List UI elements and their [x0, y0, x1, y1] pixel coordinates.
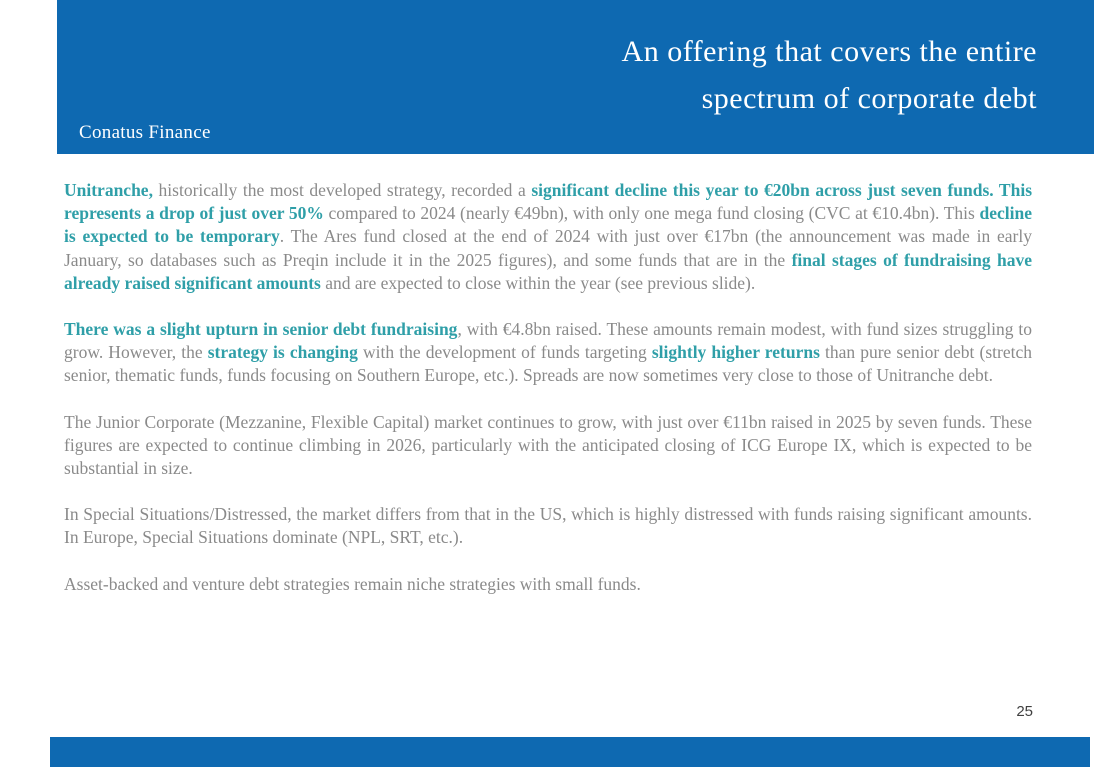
accent-text: Unitranche,	[64, 180, 153, 200]
accent-text: strategy is changing	[207, 342, 358, 363]
body-text	[64, 179, 1032, 619]
body-paragraph	[64, 318, 1032, 388]
accent-text: significant decline this year to €20bn across just seven funds. This represents a drop of just over 50%	[64, 180, 1033, 224]
body-text-segment: The Junior Corporate (Mezzanine, Flexible Capital) market continues to grow, with just over €11bn raised in 2025 by seven funds. These figures are expected to continue climbing in 2026, particularly with the anticipated closing of ICG Europe IX, which is expected to be substantial in size.	[64, 411, 1032, 479]
header-band	[57, 0, 1094, 154]
body-paragraph	[64, 179, 1032, 295]
body-text-segment: , with €4.8bn raised. These amounts remain modest, with fund sizes struggling to grow. However, the	[64, 319, 1032, 363]
accent-text: decline is expected to be temporary	[64, 203, 1032, 247]
accent-text: There was a slight upturn in senior debt fundraising	[64, 319, 458, 340]
slide-title	[622, 28, 1037, 122]
body-text-segment: historically the most developed strategy, recorded a	[152, 180, 532, 200]
page-number: 25	[1016, 703, 1033, 720]
body-text-segment: Asset-backed and venture debt strategies remain niche strategies with small funds.	[64, 573, 641, 594]
body-text-segment: than pure senior debt (stretch senior, thematic funds, funds focusing on Southern Europe, etc.). Spreads are now sometimes very close to those of Unitranche debt.	[64, 342, 1032, 386]
body-paragraph	[64, 573, 1032, 596]
body-text-segment: In Special Situations/Distressed, the market differs from that in the US, which is highly distressed with funds raising significant amounts. In Europe, Special Situations dominate (NPL, SRT, etc.).	[64, 504, 1032, 548]
slide-title-line1: An offering that covers the entire	[621, 35, 1037, 68]
body-text-segment: with the development of funds targeting	[357, 342, 652, 363]
footer-bar	[50, 737, 1090, 767]
body-paragraph	[64, 411, 1032, 481]
slide-title-line2: spectrum of corporate debt	[701, 82, 1037, 115]
body-text-segment: compared to 2024 (nearly €49bn), with only one mega fund closing (CVC at €10.4bn). This	[323, 203, 980, 224]
accent-text: final stages of fundraising have already raised significant amounts	[64, 249, 1032, 293]
accent-text: slightly higher returns	[651, 342, 820, 363]
brand-name: Conatus Finance	[79, 122, 211, 143]
body-text-segment: and are expected to close within the year (see previous slide).	[320, 272, 756, 293]
body-paragraph	[64, 503, 1032, 549]
body-text-segment: . The Ares fund closed at the end of 2024 with just over €17bn (the announcement was made in early January, so databases such as Preqin include it in the 2025 figures), and some funds that are in the	[64, 226, 1032, 270]
